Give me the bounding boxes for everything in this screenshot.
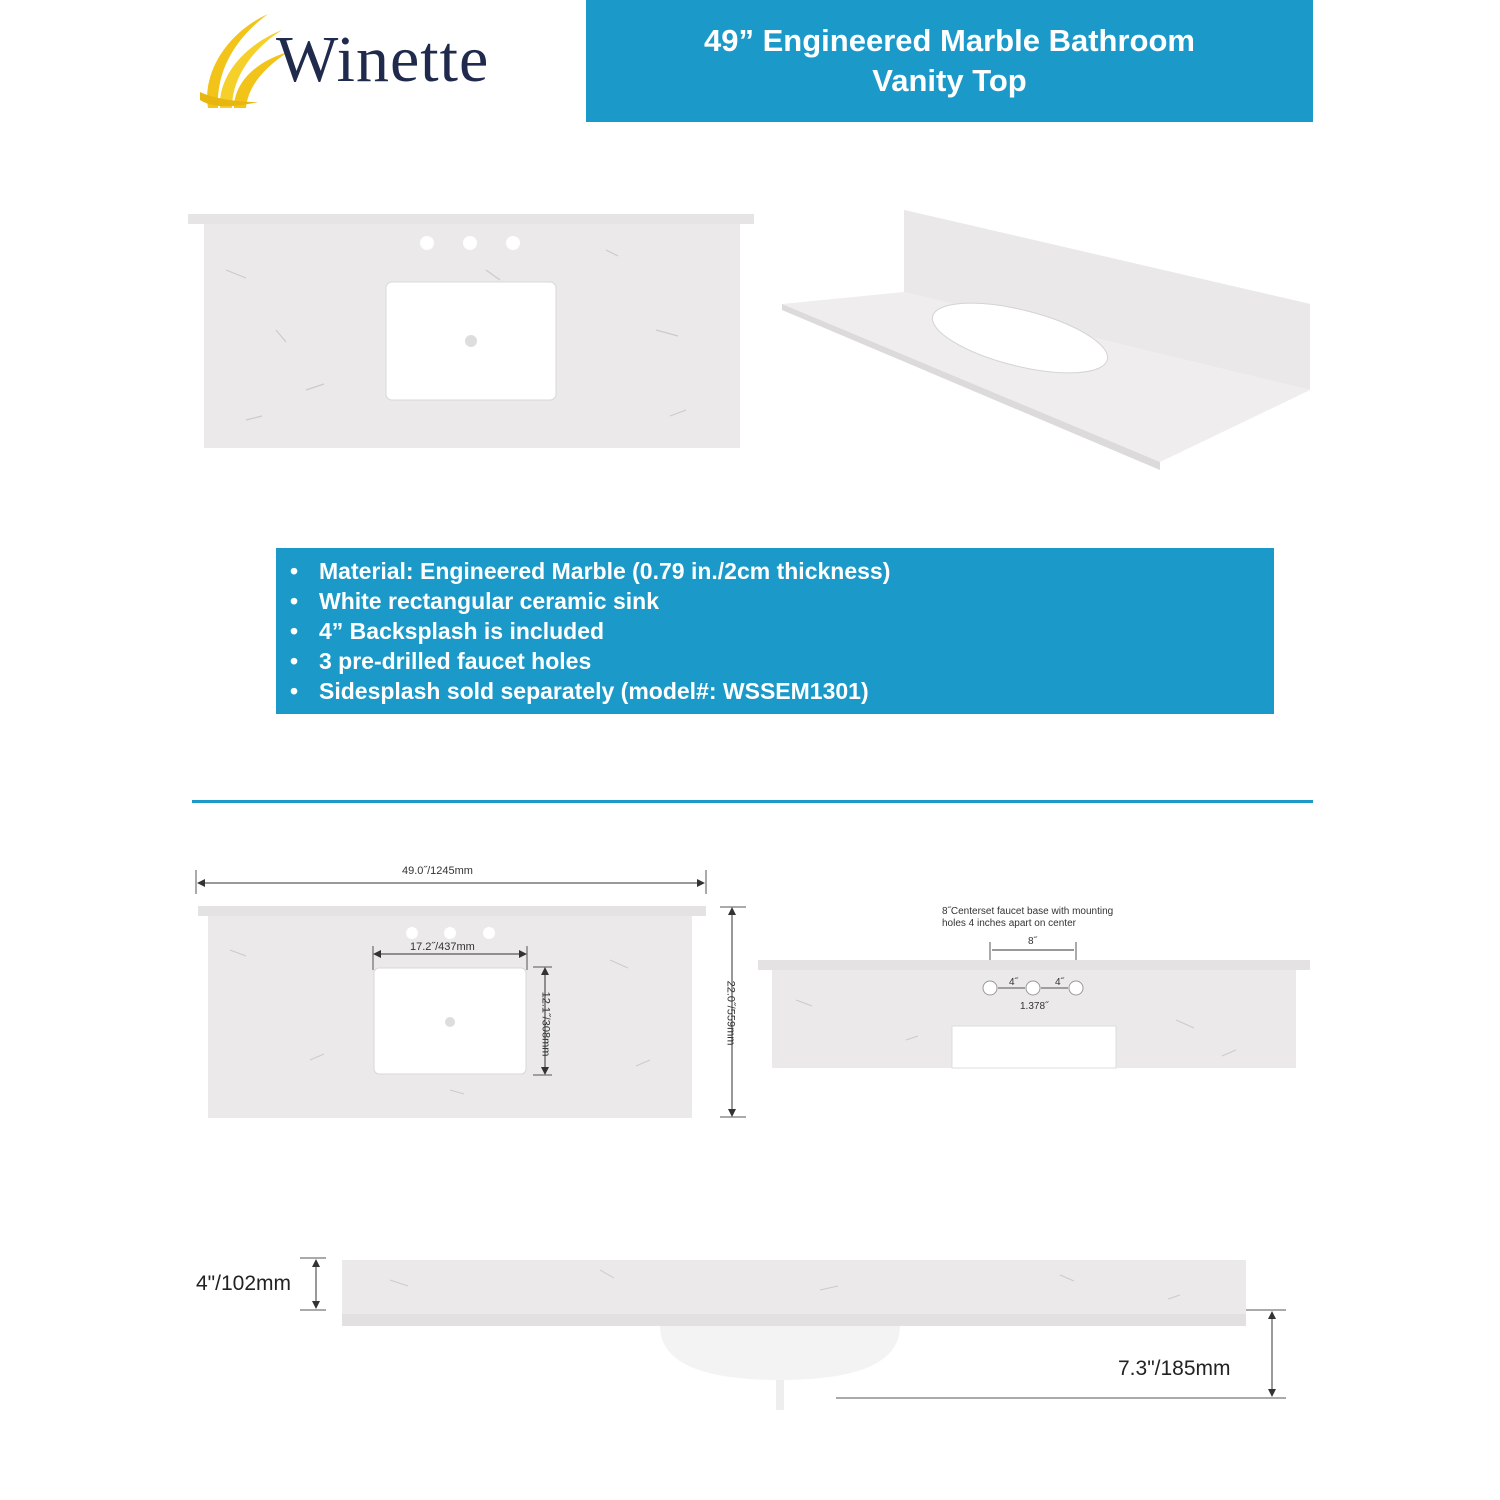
faucet-hole-center [463, 236, 477, 250]
centerset-dimension: 8˝ [1028, 936, 1037, 947]
spacing-left-dimension: 4˝ [1009, 977, 1018, 988]
title-line-2: Vanity Top [872, 63, 1027, 98]
faucet-note-line-2: holes 4 inches apart on center [942, 918, 1076, 929]
faucet-note-line-1: 8˝Centerset faucet base with mounting [942, 906, 1114, 917]
feature-item: • Material: Engineered Marble (0.79 in./2cm thickness) [290, 558, 891, 584]
section-divider [192, 800, 1313, 803]
feature-item: • 3 pre-drilled faucet holes [290, 648, 592, 674]
hole-diameter-dimension: 1.378˝ [1020, 1001, 1049, 1012]
faucet-hole-right [506, 236, 520, 250]
feature-item: • 4” Backsplash is included [290, 618, 605, 644]
dimension-drawing-top [190, 860, 760, 1130]
feature-item: • White rectangular ceramic sink [290, 588, 660, 614]
sink-width-dimension: 17.2˝/437mm [410, 941, 475, 953]
brand-name: Winette [276, 23, 490, 96]
faucet-hole-left [420, 236, 434, 250]
width-dimension: 49.0˝/1245mm [402, 865, 473, 877]
depth-dimension: 22.0˝/559mm [724, 980, 737, 1046]
features-panel [276, 548, 1274, 714]
title-line-1: 49” Engineered Marble Bathroom [704, 23, 1195, 58]
product-title [586, 0, 1313, 122]
feature-item: • Sidesplash sold separately (model#: WSSEM1301) [290, 678, 869, 704]
vanity-top-front-view [186, 210, 756, 452]
dimension-drawing-side [300, 1250, 1290, 1420]
backsplash-height-dimension: 4"/102mm [196, 1272, 291, 1295]
spacing-right-dimension: 4˝ [1055, 977, 1064, 988]
vanity-top-angled-view [780, 208, 1320, 470]
sink-height-dimension: 7.3"/185mm [1118, 1357, 1231, 1380]
sink-depth-dimension: 12.1˝/308mm [539, 991, 552, 1057]
